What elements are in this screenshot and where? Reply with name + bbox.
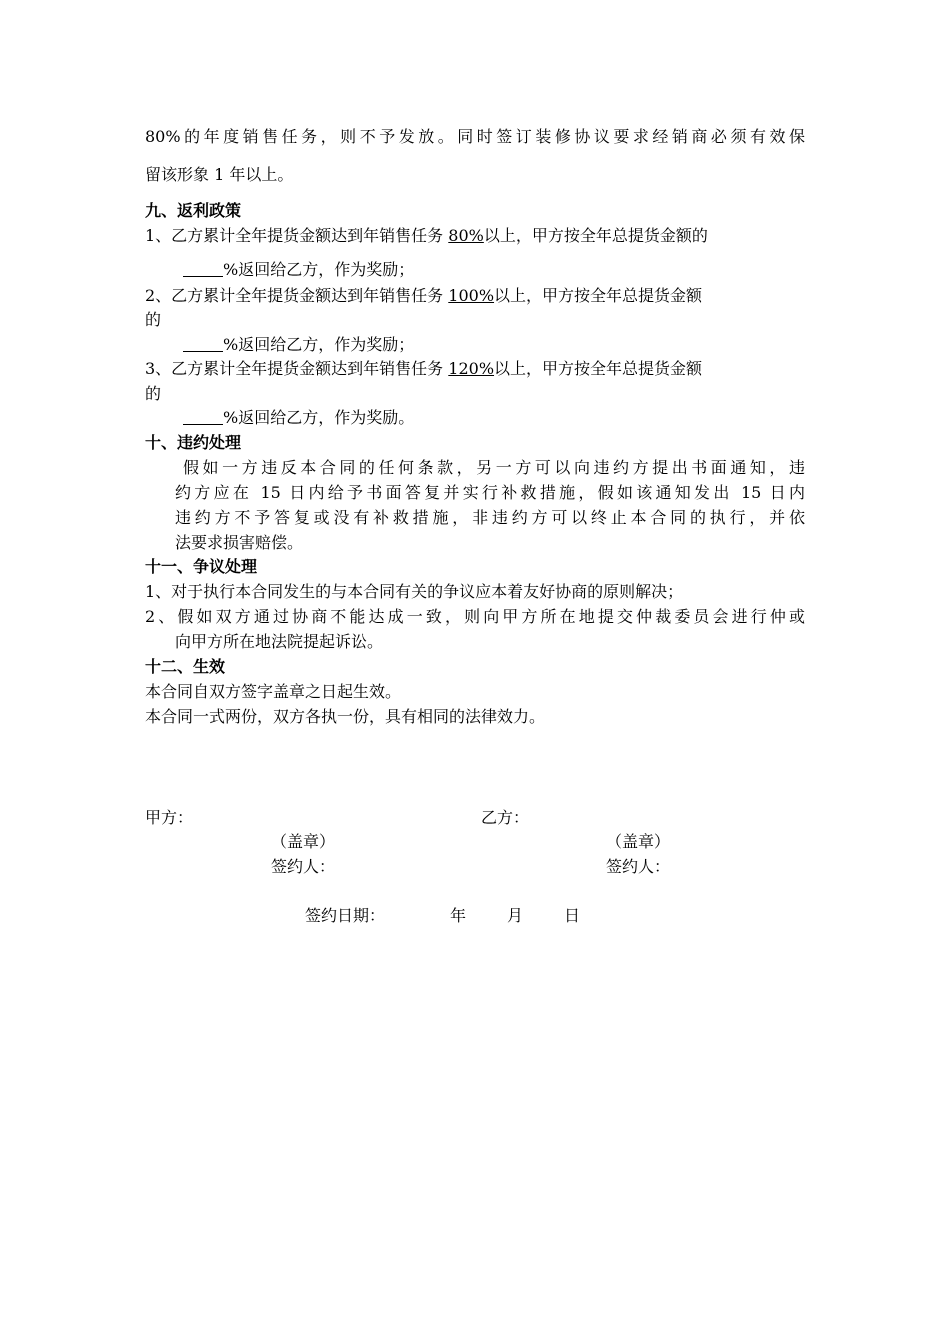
section-11-line-2: 2、假如双方通过协商不能达成一致，则向甲方所在地提交仲裁委员会进行仲或 bbox=[145, 607, 805, 626]
party-b-seal: （盖章） bbox=[606, 832, 671, 851]
section-12-line-1: 本合同自双方签字盖章之日起生效。 bbox=[145, 682, 402, 701]
section-10-line-3: 违约方不予答复或没有补救措施，非违约方可以终止本合同的执行，并依 bbox=[175, 508, 805, 527]
fill-in-blank bbox=[183, 335, 223, 352]
section-12-heading: 十二、生效 bbox=[145, 657, 226, 676]
sign-date-day: 日 bbox=[564, 906, 581, 925]
section-10-line-2: 约方应在 15 日内给予书面答复并实行补救措施，假如该通知发出 15 日内 bbox=[175, 483, 805, 502]
rebate-item-1: 1、乙方累计全年提货金额达到年销售任务 80%以上，甲方按全年总提货金额的 bbox=[145, 226, 708, 245]
party-a-seal: （盖章） bbox=[271, 832, 336, 851]
fill-in-blank bbox=[183, 260, 223, 277]
rebate-item-3: 3、乙方累计全年提货金额达到年销售任务 120%以上，甲方按全年总提货金额 bbox=[145, 359, 703, 378]
section-12-line-2: 本合同一式两份，双方各执一份，具有相同的法律效力。 bbox=[145, 707, 546, 726]
party-b-label: 乙方： bbox=[481, 808, 530, 827]
intro-line-1: 80%的年度销售任务，则不予发放。同时签订装修协议要求经销商必须有效保 bbox=[145, 127, 805, 146]
section-11-heading: 十一、争议处理 bbox=[145, 557, 258, 576]
sign-date-month: 月 bbox=[507, 906, 524, 925]
sign-date-year: 年 bbox=[450, 906, 467, 925]
threshold-value: 100% bbox=[448, 286, 495, 305]
party-a-signer: 签约人： bbox=[271, 857, 336, 876]
rebate-item-3-reward: %返回给乙方，作为奖励。 bbox=[183, 406, 414, 430]
rebate-item-2: 2、乙方累计全年提货金额达到年销售任务 100%以上，甲方按全年总提货金额 bbox=[145, 286, 703, 305]
intro-line-2: 留该形象 1 年以上。 bbox=[145, 165, 294, 184]
sign-date-label: 签约日期： bbox=[305, 906, 386, 925]
threshold-value: 120% bbox=[448, 359, 495, 378]
party-b-signer: 签约人： bbox=[606, 857, 671, 876]
threshold-value: 80% bbox=[448, 226, 484, 245]
rebate-item-2-reward: %返回给乙方，作为奖励； bbox=[183, 333, 414, 357]
section-9-heading: 九、返利政策 bbox=[145, 201, 242, 220]
rebate-item-3-cont: 的 bbox=[145, 384, 162, 403]
section-10-heading: 十、违约处理 bbox=[145, 433, 242, 452]
party-a-label: 甲方： bbox=[145, 808, 194, 827]
section-10-line-1: 假如一方违反本合同的任何条款，另一方可以向违约方提出书面通知，违 bbox=[183, 458, 805, 477]
fill-in-blank bbox=[183, 408, 223, 425]
section-11-line-3: 向甲方所在地法院提起诉讼。 bbox=[175, 632, 384, 651]
rebate-item-2-cont: 的 bbox=[145, 310, 162, 329]
rebate-item-1-reward: %返回给乙方，作为奖励； bbox=[183, 258, 414, 282]
section-10-line-4: 法要求损害赔偿。 bbox=[175, 533, 304, 552]
section-11-line-1: 1、对于执行本合同发生的与本合同有关的争议应本着友好协商的原则解决； bbox=[145, 582, 684, 601]
